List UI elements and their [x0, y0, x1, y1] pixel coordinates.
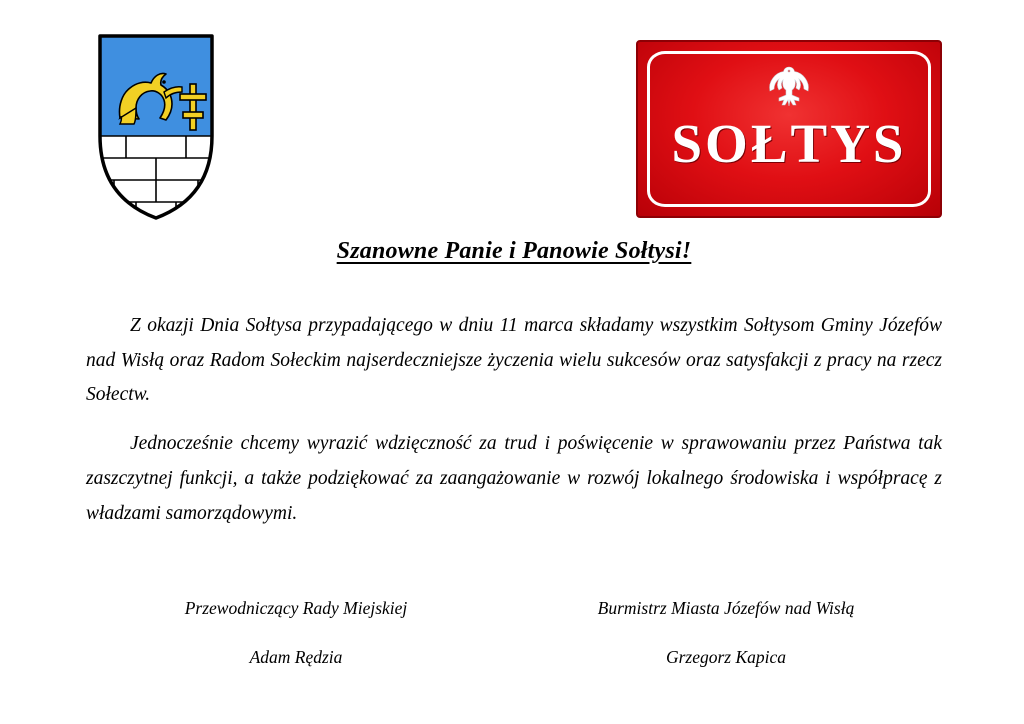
signature-left-name: Adam Rędzia: [249, 647, 343, 667]
signature-right-role: Burmistrz Miasta Józefów nad Wisłą: [597, 598, 855, 618]
signature-right: [516, 598, 942, 668]
letter-body: [86, 238, 942, 545]
soltys-plate-icon: [636, 40, 942, 218]
coat-of-arms-icon: [96, 32, 216, 222]
page-title: Szanowne Panie i Panowie Sołtysi!: [336, 238, 692, 264]
polish-eagle-icon: [763, 62, 815, 114]
signature-left-role: Przewodniczący Rady Miejskiej: [184, 598, 408, 618]
soltys-plate-label: SOŁTYS: [671, 113, 907, 174]
signature-right-name: Grzegorz Kapica: [665, 647, 787, 667]
paragraph-1: Z okazji Dnia Sołtysa przypadającego w dniu 11 marca składamy wszystkim Sołtysom Gminy Józefów nad Wisłą oraz Radom Sołeckim najserdeczniejsze życzenia wielu sukcesów oraz satysfakcji z pracy na rzecz Sołectw.: [86, 315, 942, 406]
signature-left: [86, 598, 506, 668]
emblem-row: [0, 26, 1024, 226]
paragraph-2: Jednocześnie chcemy wyrazić wdzięczność za trud i poświęcenie w sprawowaniu przez Państwa tak zaszczytnej funkcji, a także podziękować za zaangażowanie w rozwój lokalnego środowiska i współpracę z władzami samorządowymi.: [86, 433, 942, 524]
signature-block: [86, 598, 942, 668]
